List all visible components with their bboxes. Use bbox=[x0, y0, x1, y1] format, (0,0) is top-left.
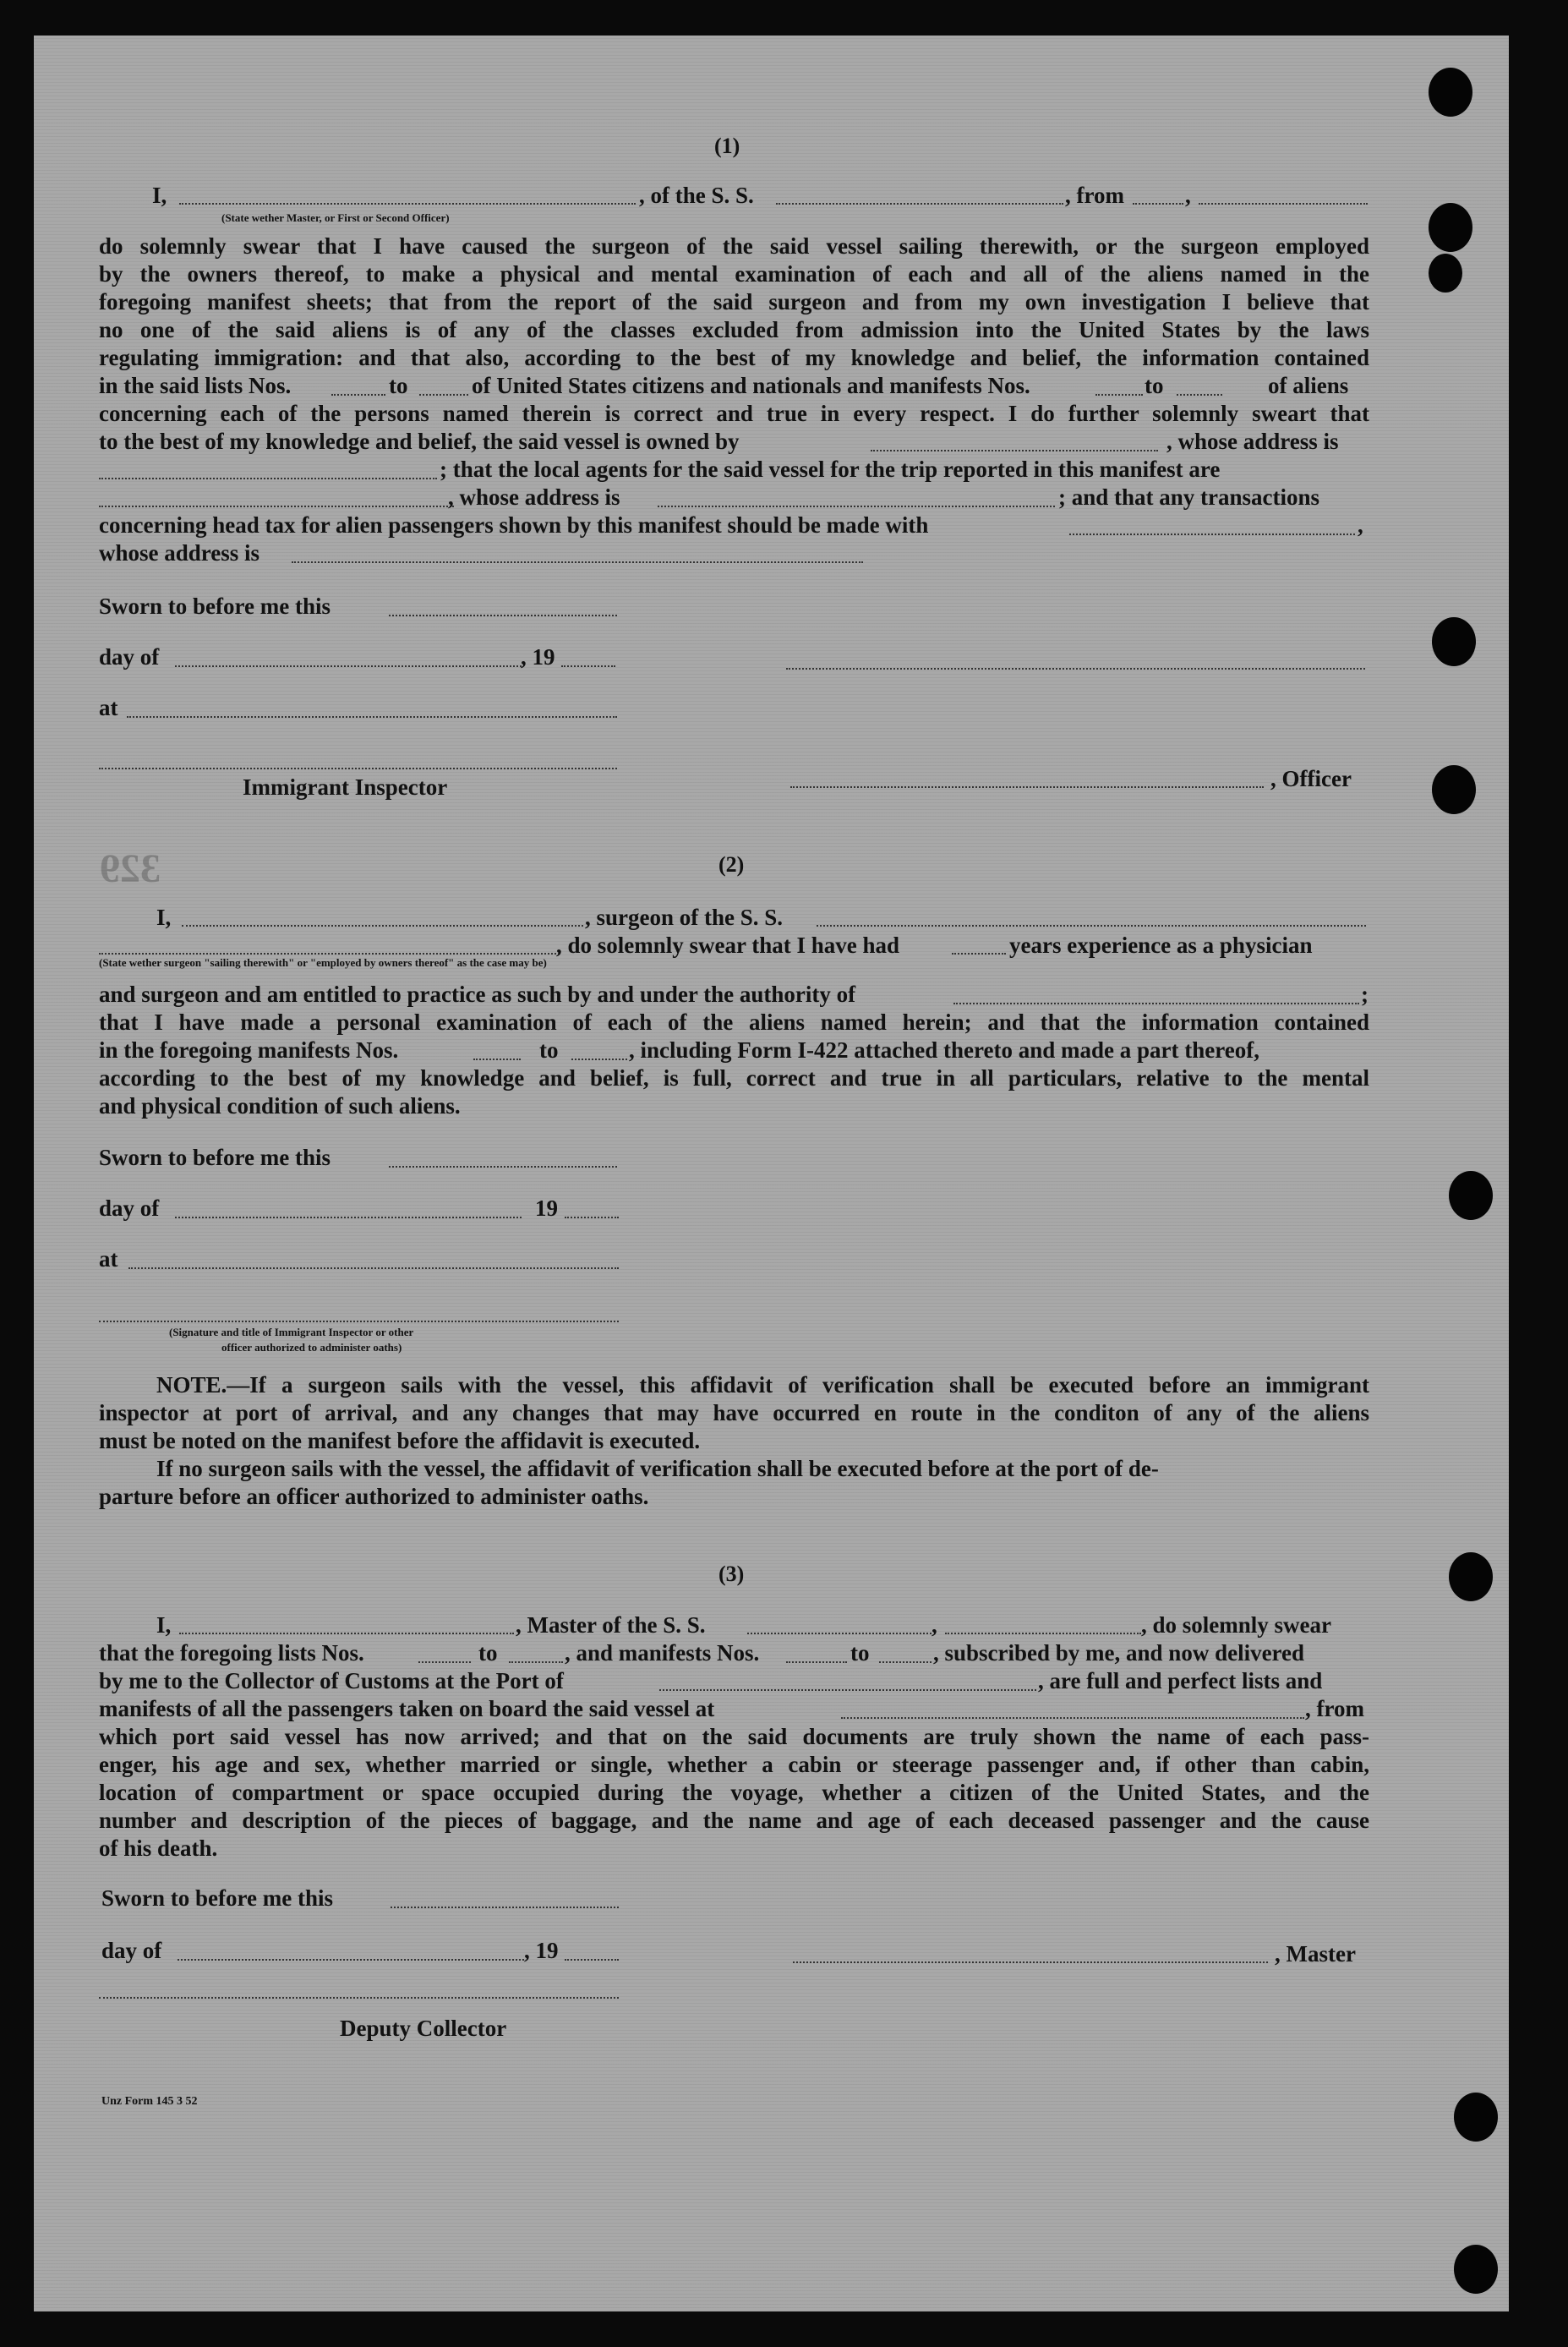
sworn-month-field[interactable] bbox=[175, 665, 522, 667]
officer-signature-field[interactable] bbox=[790, 786, 1264, 788]
label-year: , 19 bbox=[524, 1938, 559, 1963]
label-year: 19 bbox=[535, 1195, 558, 1221]
s3-manifests-to-field[interactable] bbox=[879, 1661, 932, 1663]
form-id: Unz Form 145 3 52 bbox=[101, 2095, 198, 2108]
s1-body-line-1: do solemnly swear that I have caused the surgeon of the said vessel sailing therewith, or the surgeon employed bbox=[99, 233, 1369, 259]
label-sworn: Sworn to before me this bbox=[99, 594, 331, 619]
s3-lists-from-field[interactable] bbox=[418, 1661, 471, 1663]
port-of-field[interactable] bbox=[659, 1689, 1036, 1691]
label-surgeon-of-ss: , surgeon of the S. S. bbox=[585, 905, 784, 930]
note-line-5: parture before an officer authorized to administer oaths. bbox=[99, 1484, 649, 1509]
signature-note-2: officer authorized to administer oaths) bbox=[221, 1341, 402, 1354]
s3-master-name-field[interactable] bbox=[179, 1633, 514, 1634]
s3-manifests-from-field[interactable] bbox=[786, 1661, 847, 1663]
label-semicolon: ; bbox=[1361, 982, 1369, 1007]
punch-hole bbox=[1429, 254, 1462, 293]
label-at: at bbox=[99, 1246, 118, 1272]
officer-signature-field-top[interactable] bbox=[786, 668, 1365, 670]
label-authority: and surgeon and am entitled to practice as such by and under the authority of bbox=[99, 982, 856, 1007]
label-comma-2: , bbox=[1358, 512, 1363, 538]
s3-sworn-day-field[interactable] bbox=[391, 1907, 619, 1908]
s3-sworn-year-field[interactable] bbox=[565, 1959, 619, 1961]
signature-note-1: (Signature and title of Immigrant Inspector or other bbox=[169, 1326, 414, 1338]
head-tax-field[interactable] bbox=[1069, 533, 1355, 535]
manifests-to-field[interactable] bbox=[1177, 394, 1222, 396]
label-day-of: day of bbox=[99, 1195, 160, 1221]
s3-body-line-9: of his death. bbox=[99, 1835, 218, 1861]
label-transactions: ; and that any transactions bbox=[1058, 484, 1320, 510]
label-to: to bbox=[539, 1037, 559, 1063]
s3-body-line-8: number and description of the pieces of baggage, and the name and age of each deceased passenger and the cause bbox=[99, 1808, 1369, 1833]
punch-hole bbox=[1429, 68, 1472, 117]
surgeon-note: (State wether surgeon "sailing therewith" or "employed by owners thereof" as the case may be) bbox=[99, 956, 547, 969]
punch-hole bbox=[1449, 1552, 1493, 1601]
agents-address-field[interactable] bbox=[658, 506, 1055, 507]
label-foregoing-manifests: in the foregoing manifests Nos. bbox=[99, 1037, 399, 1063]
label-subscribed: , subscribed by me, and now delivered bbox=[933, 1640, 1305, 1666]
boarding-port-field[interactable] bbox=[841, 1717, 1304, 1719]
sworn-place-field[interactable] bbox=[127, 716, 617, 718]
s3-body-line-6: enger, his age and sex, whether married or single, whether a cabin or steerage passenger and, if other than cabin, bbox=[99, 1752, 1369, 1777]
label-solemnly-swear: , do solemnly swear that I have had bbox=[556, 933, 900, 958]
label-i: I, bbox=[156, 1612, 172, 1638]
label-of-aliens: of aliens bbox=[1268, 373, 1349, 398]
label-master-of-ss: , Master of the S. S. bbox=[516, 1612, 706, 1638]
s2-sworn-month-field[interactable] bbox=[175, 1217, 522, 1218]
surgeon-name-field[interactable] bbox=[182, 925, 583, 927]
label-sworn: Sworn to before me this bbox=[99, 1145, 331, 1170]
lists-from-field[interactable] bbox=[331, 394, 385, 396]
sworn-year-field[interactable] bbox=[561, 665, 615, 667]
label-collector-port: by me to the Collector of Customs at the Port of bbox=[99, 1668, 564, 1693]
s2-body-line-4: that I have made a personal examination of each of the aliens named herein; and that the information contained bbox=[99, 1009, 1369, 1035]
s3-lists-to-field[interactable] bbox=[509, 1661, 563, 1663]
label-to: to bbox=[389, 373, 408, 398]
s2-sworn-day-field[interactable] bbox=[389, 1166, 617, 1168]
label-owned-by: to the best of my knowledge and belief, the said vessel is owned by bbox=[99, 429, 740, 454]
label-whose-address-3: whose address is bbox=[99, 540, 260, 566]
label-immigrant-inspector: Immigrant Inspector bbox=[243, 774, 448, 800]
years-experience-field[interactable] bbox=[952, 953, 1006, 955]
punch-hole bbox=[1432, 617, 1476, 666]
label-i: I, bbox=[156, 905, 172, 930]
label-i: I, bbox=[152, 183, 167, 208]
label-head-tax: concerning head tax for alien passengers shown by this manifest should be made with bbox=[99, 512, 929, 538]
s3-body-line-5: which port said vessel has now arrived; and that on the said documents are truly shown the name of each pass- bbox=[99, 1724, 1369, 1749]
s1-body-line-3: foregoing manifest sheets; that from the report of the said surgeon and from my own investigation I believe that bbox=[99, 289, 1369, 315]
label-full-perfect: , are full and perfect lists and bbox=[1038, 1668, 1323, 1693]
s3-body-line-7: location of compartment or space occupied during the voyage, whether a citizen of the United States, and the bbox=[99, 1780, 1369, 1805]
ship-name-field[interactable] bbox=[776, 203, 1063, 205]
owner-field[interactable] bbox=[871, 450, 1158, 451]
s2-manifests-from-field[interactable] bbox=[473, 1059, 521, 1060]
label-whose-address: , whose address is bbox=[1166, 429, 1339, 454]
label-sworn: Sworn to before me this bbox=[101, 1885, 333, 1911]
label-deputy-collector: Deputy Collector bbox=[340, 2016, 507, 2041]
section-number: (2) bbox=[718, 852, 745, 877]
label-years-experience: years experience as a physician bbox=[1009, 933, 1313, 958]
s3-sworn-month-field[interactable] bbox=[178, 1959, 524, 1961]
section-number: (1) bbox=[714, 134, 740, 158]
sworn-day-field[interactable] bbox=[389, 615, 617, 616]
punch-hole bbox=[1429, 203, 1472, 252]
surgeon-ship-field[interactable] bbox=[817, 925, 1366, 927]
label-and-manifests: , and manifests Nos. bbox=[565, 1640, 760, 1666]
s2-body-line-6: according to the best of my knowledge and belief, is full, correct and true in all particulars, relative to the mental bbox=[99, 1065, 1369, 1091]
owner-address-field[interactable] bbox=[99, 478, 437, 479]
label-to-2: to bbox=[850, 1640, 870, 1666]
label-year: , 19 bbox=[521, 644, 555, 670]
agents-field[interactable] bbox=[99, 506, 454, 507]
inspector-signature-field[interactable] bbox=[99, 768, 617, 769]
authority-field[interactable] bbox=[953, 1003, 1359, 1004]
label-day-of: day of bbox=[99, 644, 160, 670]
label-from: , from bbox=[1305, 1696, 1364, 1721]
label-whose-address-2: , whose address is bbox=[448, 484, 620, 510]
label-taken-on-board: manifests of all the passengers taken on board the said vessel at bbox=[99, 1696, 715, 1721]
s2-body-line-7: and physical condition of such aliens. bbox=[99, 1093, 461, 1119]
s1-body-line-8: concerning each of the persons named therein is correct and true in every respect. I do further solemnly sweart that bbox=[99, 401, 1369, 426]
s2-manifests-to-field[interactable] bbox=[571, 1059, 627, 1060]
s1-body-line-5: regulating immigration: and that also, according to the best of my knowledge and belief, the information contained bbox=[99, 345, 1369, 370]
note-line-3: must be noted on the manifest before the affidavit is executed. bbox=[99, 1428, 701, 1453]
label-from: , from bbox=[1065, 183, 1124, 208]
officer-note: (State wether Master, or First or Second Officer) bbox=[221, 211, 450, 224]
head-tax-address-field[interactable] bbox=[292, 561, 863, 563]
s1-body-line-2: by the owners thereof, to make a physical and mental examination of each and all of the aliens named in the bbox=[99, 261, 1369, 287]
section-number: (3) bbox=[718, 1562, 745, 1586]
lists-to-field[interactable] bbox=[419, 394, 468, 396]
label-master: , Master bbox=[1275, 1941, 1356, 1967]
label-do-solemnly-swear: , do solemnly swear bbox=[1141, 1612, 1331, 1638]
label-day-of: day of bbox=[101, 1938, 162, 1963]
surgeon-status-field[interactable] bbox=[99, 953, 560, 955]
label-of-ss: , of the S. S. bbox=[639, 183, 754, 208]
label-comma: , bbox=[1185, 183, 1191, 208]
s2-inspector-signature-field[interactable] bbox=[99, 1321, 619, 1322]
label-to: to bbox=[478, 1640, 498, 1666]
punch-hole bbox=[1432, 765, 1476, 814]
punch-hole bbox=[1454, 2245, 1498, 2294]
label-foregoing-lists: that the foregoing lists Nos. bbox=[99, 1640, 364, 1666]
label-local-agents: ; that the local agents for the said vessel for the trip reported in this manifest are bbox=[440, 457, 1221, 482]
note-line-4: If no surgeon sails with the vessel, the affidavit of verification shall be executed before at the port of de- bbox=[156, 1456, 1159, 1481]
label-at: at bbox=[99, 695, 118, 720]
s1-body-line-4: no one of the said aliens is of any of the classes excluded from admission into the United States by the laws bbox=[99, 317, 1369, 342]
note-line-1: NOTE.—If a surgeon sails with the vessel, this affidavit of verification shall be executed before an immigrant bbox=[156, 1372, 1369, 1398]
label-form-i422: , including Form I-422 attached thereto and made a part thereof, bbox=[629, 1037, 1259, 1063]
label-comma: , bbox=[932, 1612, 937, 1638]
manifests-from-field[interactable] bbox=[1095, 394, 1143, 396]
s3-ship-name-field-2[interactable] bbox=[945, 1633, 1141, 1634]
punch-hole bbox=[1449, 1171, 1493, 1220]
label-to-2: to bbox=[1145, 373, 1164, 398]
s2-sworn-place-field[interactable] bbox=[128, 1267, 619, 1269]
port-from-field-2[interactable] bbox=[1199, 203, 1368, 205]
master-signature-field[interactable] bbox=[793, 1961, 1268, 1963]
s3-ship-name-field[interactable] bbox=[747, 1633, 932, 1634]
bleed-through-stamp: 329 bbox=[100, 846, 161, 891]
master-name-field[interactable] bbox=[179, 203, 636, 205]
collector-signature-field[interactable] bbox=[99, 1997, 619, 1999]
note-line-2: inspector at port of arrival, and any changes that may have occurred en route in the conditon of any of the aliens bbox=[99, 1400, 1369, 1425]
s2-sworn-year-field[interactable] bbox=[565, 1217, 619, 1218]
label-lists-nos: in the said lists Nos. bbox=[99, 373, 292, 398]
label-citizens: of United States citizens and nationals and manifests Nos. bbox=[472, 373, 1030, 398]
punch-hole bbox=[1454, 2093, 1498, 2142]
port-from-field[interactable] bbox=[1133, 203, 1183, 205]
label-officer: , Officer bbox=[1270, 766, 1352, 791]
